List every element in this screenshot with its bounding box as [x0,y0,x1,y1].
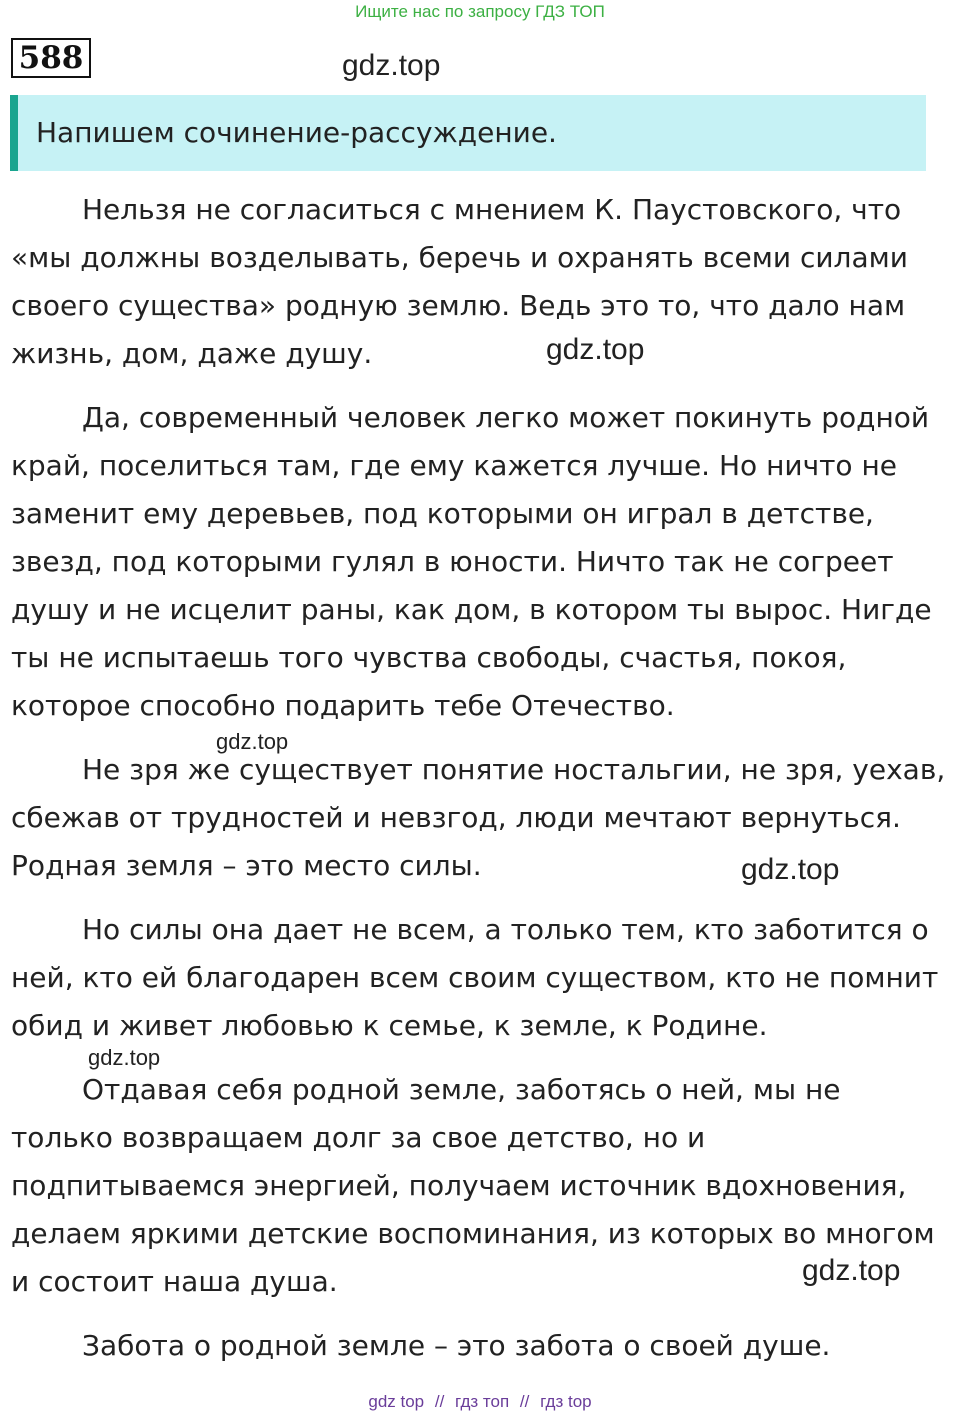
essay-paragraph-5: Отдавая себя родной земле, заботясь о ней, мы не только возвращаем долг за свое детство, но и подпитываемся энергией, получаем источник вдохновения, делаем яркими детские воспоминания, из которых во многом и состоит наша душа. [11,1073,935,1298]
heading-box [10,95,926,171]
watermark: gdz.top [802,1254,901,1287]
essay-paragraph-4: Но силы она дает не всем, а только тем, кто заботится о ней, кто ей благодарен всем своим существом, кто не помнит обид и живет любовью к семье, к земле, к Родине. [11,913,939,1042]
essay-paragraph-3: Не зря же существует понятие ностальгии, не зря, уехав, сбежав от трудностей и невзгод, люди мечтают вернуться. Родная земля – это место силы. [11,753,946,882]
essay-paragraph-6: Забота о родной земле – это забота о своей душе. [82,1329,831,1362]
footer-links [0,1390,960,1414]
watermark: gdz.top [546,333,645,366]
footer-link-3[interactable]: гдз top [540,1392,592,1411]
footer-separator: // [434,1392,445,1411]
footer-link-2[interactable]: гдз топ [455,1392,510,1411]
essay-paragraph-1: Нельзя не согласиться с мнением К. Паустовского, что «мы должны возделывать, беречь и охранять всеми силами своего существа» родную землю. Ведь это то, что дало нам жизнь, дом, даже душу. [11,193,908,370]
task-number: 588 [11,38,91,78]
footer-separator: // [519,1392,530,1411]
top-search-banner[interactable]: Ищите нас по запросу ГДЗ ТОП [355,2,605,21]
watermark: gdz.top [88,1045,161,1070]
essay-paragraph-2: Да, современный человек легко может покинуть родной край, поселиться там, где ему кажется лучше. Но ничто не заменит ему деревьев, под которыми он играл в детстве, звезд, под которыми гулял в юности. Ничто так не согреет душу и не исцелит раны, как дом, в котором ты вырос. Нигде ты не испытаешь того чувства свободы, счастья, покоя, которое способно подарить тебе Отечество. [11,401,932,722]
footer-link-1[interactable]: gdz top [368,1392,425,1411]
heading-text: Напишем сочинение-рассуждение. [36,116,557,149]
watermark: gdz.top [342,49,441,82]
watermark: gdz.top [216,729,289,754]
watermark: gdz.top [741,853,840,886]
